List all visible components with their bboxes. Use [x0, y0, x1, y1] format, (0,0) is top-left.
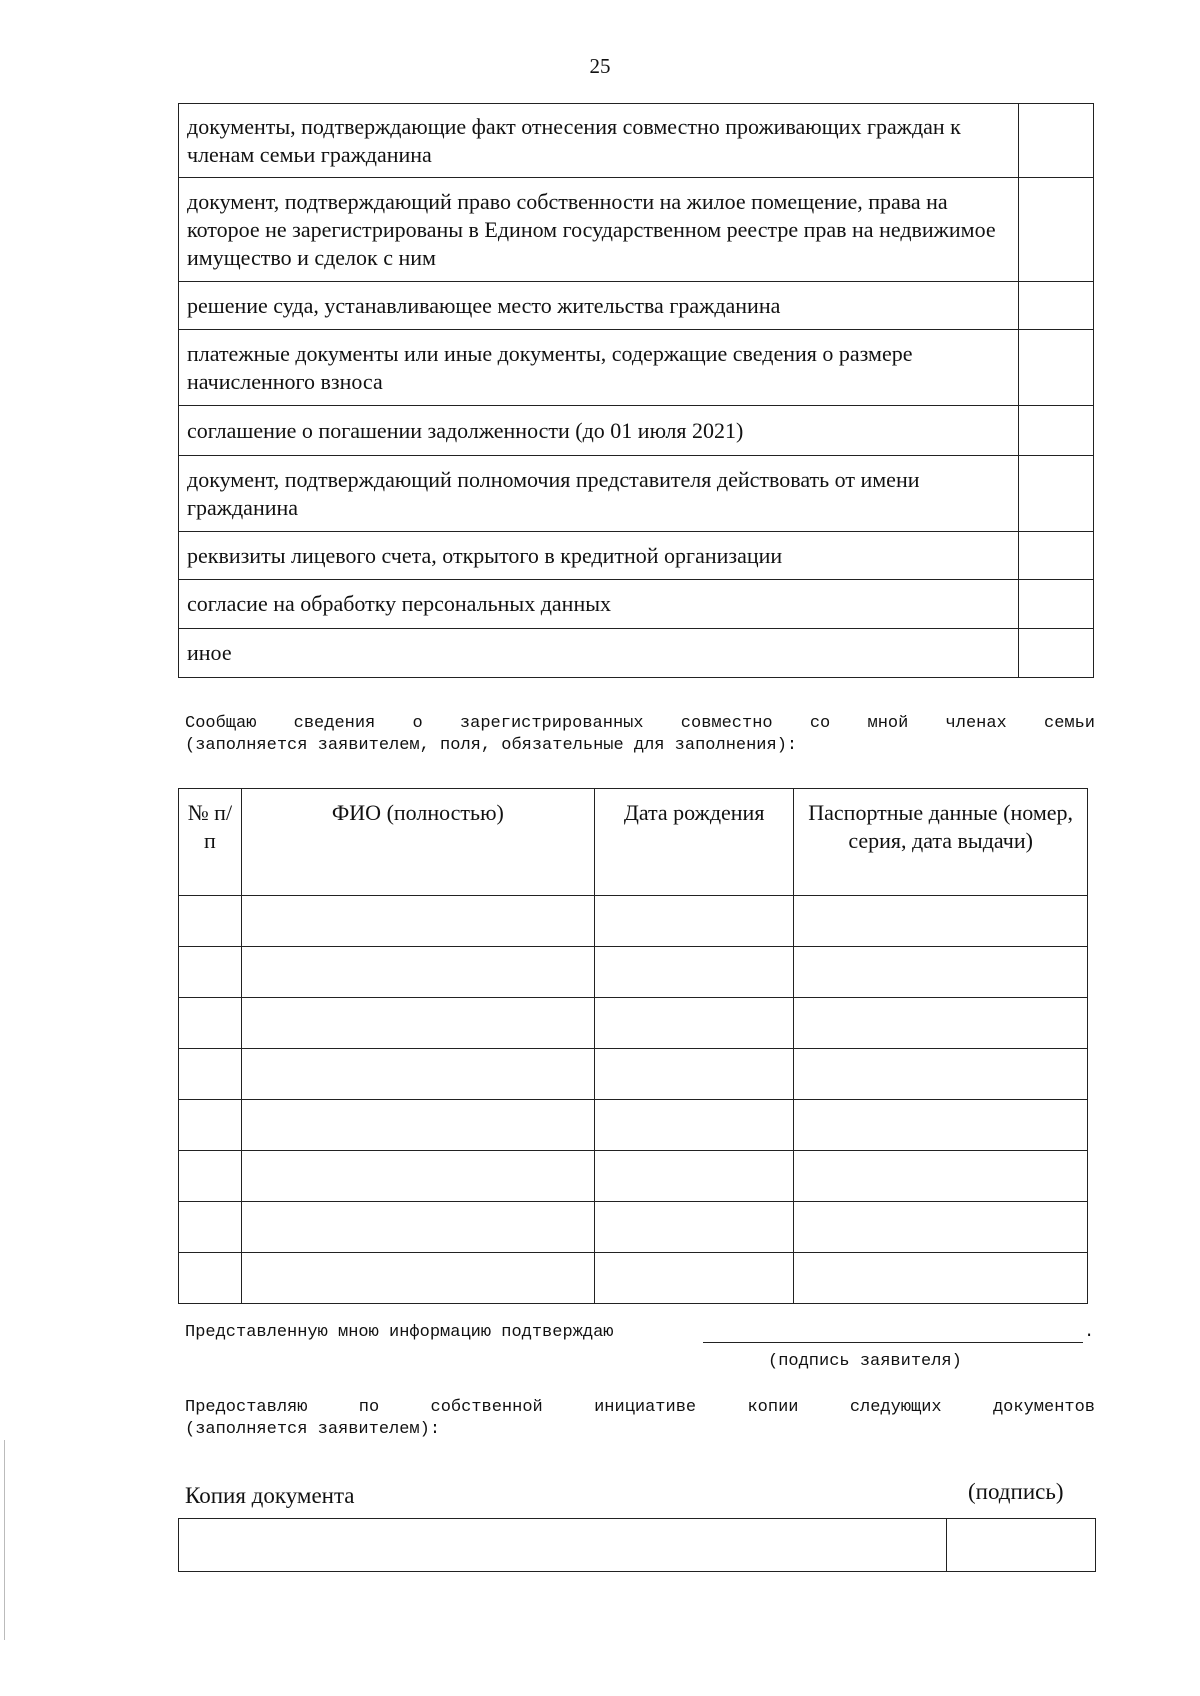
signature-line[interactable]	[703, 1342, 1083, 1343]
number-cell[interactable]	[179, 998, 242, 1049]
passport-cell[interactable]	[794, 1202, 1088, 1253]
documents-table	[178, 103, 1094, 678]
document-name: решение суда, устанавливающее место жительства гражданина	[179, 282, 1019, 330]
signature-caption: (подпись заявителя)	[768, 1352, 962, 1371]
number-cell[interactable]	[179, 1253, 242, 1304]
table-row	[179, 896, 1088, 947]
table-row	[179, 1049, 1088, 1100]
copies-note: (заполняется заявителем):	[185, 1420, 441, 1439]
checkbox-cell[interactable]	[1019, 330, 1094, 406]
checkbox-cell[interactable]	[1019, 104, 1094, 178]
birth-date-cell[interactable]	[595, 1100, 794, 1151]
table-row	[179, 282, 1094, 330]
document-name: согласие на обработку персональных данных	[179, 580, 1019, 629]
document-name: иное	[179, 629, 1019, 678]
copy-label: Копия документа	[185, 1483, 355, 1508]
checkbox-cell[interactable]	[1019, 629, 1094, 678]
document-name: документы, подтверждающие факт отнесения совместно проживающих граждан к членам семьи гражданина	[179, 104, 1019, 178]
table-row	[179, 629, 1094, 678]
header-passport: Паспортные данные (номер, серия, дата выдачи)	[794, 789, 1088, 896]
checkbox-cell[interactable]	[1019, 406, 1094, 456]
copies-table	[178, 1518, 1096, 1572]
passport-cell[interactable]	[794, 1100, 1088, 1151]
passport-cell[interactable]	[794, 1049, 1088, 1100]
table-row	[179, 580, 1094, 629]
birth-date-cell[interactable]	[595, 947, 794, 998]
fio-cell[interactable]	[241, 947, 594, 998]
table-row	[179, 1151, 1088, 1202]
fio-cell[interactable]	[241, 1049, 594, 1100]
checkbox-cell[interactable]	[1019, 178, 1094, 282]
members-intro-note: (заполняется заявителем, поля, обязательные для заполнения):	[185, 736, 798, 755]
checkbox-cell[interactable]	[1019, 456, 1094, 532]
document-name: платежные документы или иные документы, содержащие сведения о размере начисленного взноса	[179, 330, 1019, 406]
table-row	[179, 1100, 1088, 1151]
confirm-text: Представленную мною информацию подтверждаю	[185, 1323, 614, 1342]
signature-label: (подпись)	[968, 1479, 1064, 1504]
document-name: реквизиты лицевого счета, открытого в кредитной организации	[179, 532, 1019, 580]
members-intro: Сообщаю сведения о зарегистрированных совместно со мной членах семьи	[185, 714, 1095, 733]
passport-cell[interactable]	[794, 1151, 1088, 1202]
passport-cell[interactable]	[794, 1253, 1088, 1304]
passport-cell[interactable]	[794, 947, 1088, 998]
header-fio: ФИО (полностью)	[241, 789, 594, 896]
document-name: документ, подтверждающий полномочия представителя действовать от имени гражданина	[179, 456, 1019, 532]
family-members-table	[178, 788, 1088, 1304]
table-row	[179, 1253, 1088, 1304]
header-number: № п/п	[179, 789, 242, 896]
signature-dot: .	[1084, 1323, 1095, 1342]
document-name: документ, подтверждающий право собственности на жилое помещение, права на которое не зарегистрированы в Едином государственном реестре прав на недвижимое имущество и сделок с ним	[179, 178, 1019, 282]
table-row	[179, 1202, 1088, 1253]
birth-date-cell[interactable]	[595, 1202, 794, 1253]
header-birth-date: Дата рождения	[595, 789, 794, 896]
table-row	[179, 330, 1094, 406]
fio-cell[interactable]	[241, 1202, 594, 1253]
table-row	[179, 947, 1088, 998]
table-row	[179, 104, 1094, 178]
scan-margin-line	[4, 1440, 5, 1640]
number-cell[interactable]	[179, 947, 242, 998]
birth-date-cell[interactable]	[595, 896, 794, 947]
fio-cell[interactable]	[241, 1253, 594, 1304]
table-row	[179, 1519, 1096, 1572]
copy-signature-cell[interactable]	[947, 1519, 1096, 1572]
number-cell[interactable]	[179, 1151, 242, 1202]
birth-date-cell[interactable]	[595, 998, 794, 1049]
fio-cell[interactable]	[241, 1151, 594, 1202]
number-cell[interactable]	[179, 896, 242, 947]
number-cell[interactable]	[179, 1100, 242, 1151]
birth-date-cell[interactable]	[595, 1151, 794, 1202]
passport-cell[interactable]	[794, 998, 1088, 1049]
table-row	[179, 532, 1094, 580]
checkbox-cell[interactable]	[1019, 282, 1094, 330]
table-row	[179, 178, 1094, 282]
table-header-row	[179, 789, 1088, 896]
number-cell[interactable]	[179, 1202, 242, 1253]
copies-text: Предоставляю по собственной инициативе копии следующих документов	[185, 1398, 1095, 1417]
fio-cell[interactable]	[241, 896, 594, 947]
number-cell[interactable]	[179, 1049, 242, 1100]
table-row	[179, 406, 1094, 456]
page-number: 25	[589, 54, 611, 78]
checkbox-cell[interactable]	[1019, 580, 1094, 629]
birth-date-cell[interactable]	[595, 1049, 794, 1100]
checkbox-cell[interactable]	[1019, 532, 1094, 580]
birth-date-cell[interactable]	[595, 1253, 794, 1304]
fio-cell[interactable]	[241, 998, 594, 1049]
table-row	[179, 456, 1094, 532]
passport-cell[interactable]	[794, 896, 1088, 947]
table-row	[179, 998, 1088, 1049]
copy-document-cell[interactable]	[179, 1519, 947, 1572]
document-name: соглашение о погашении задолженности (до 01 июля 2021)	[179, 406, 1019, 456]
fio-cell[interactable]	[241, 1100, 594, 1151]
